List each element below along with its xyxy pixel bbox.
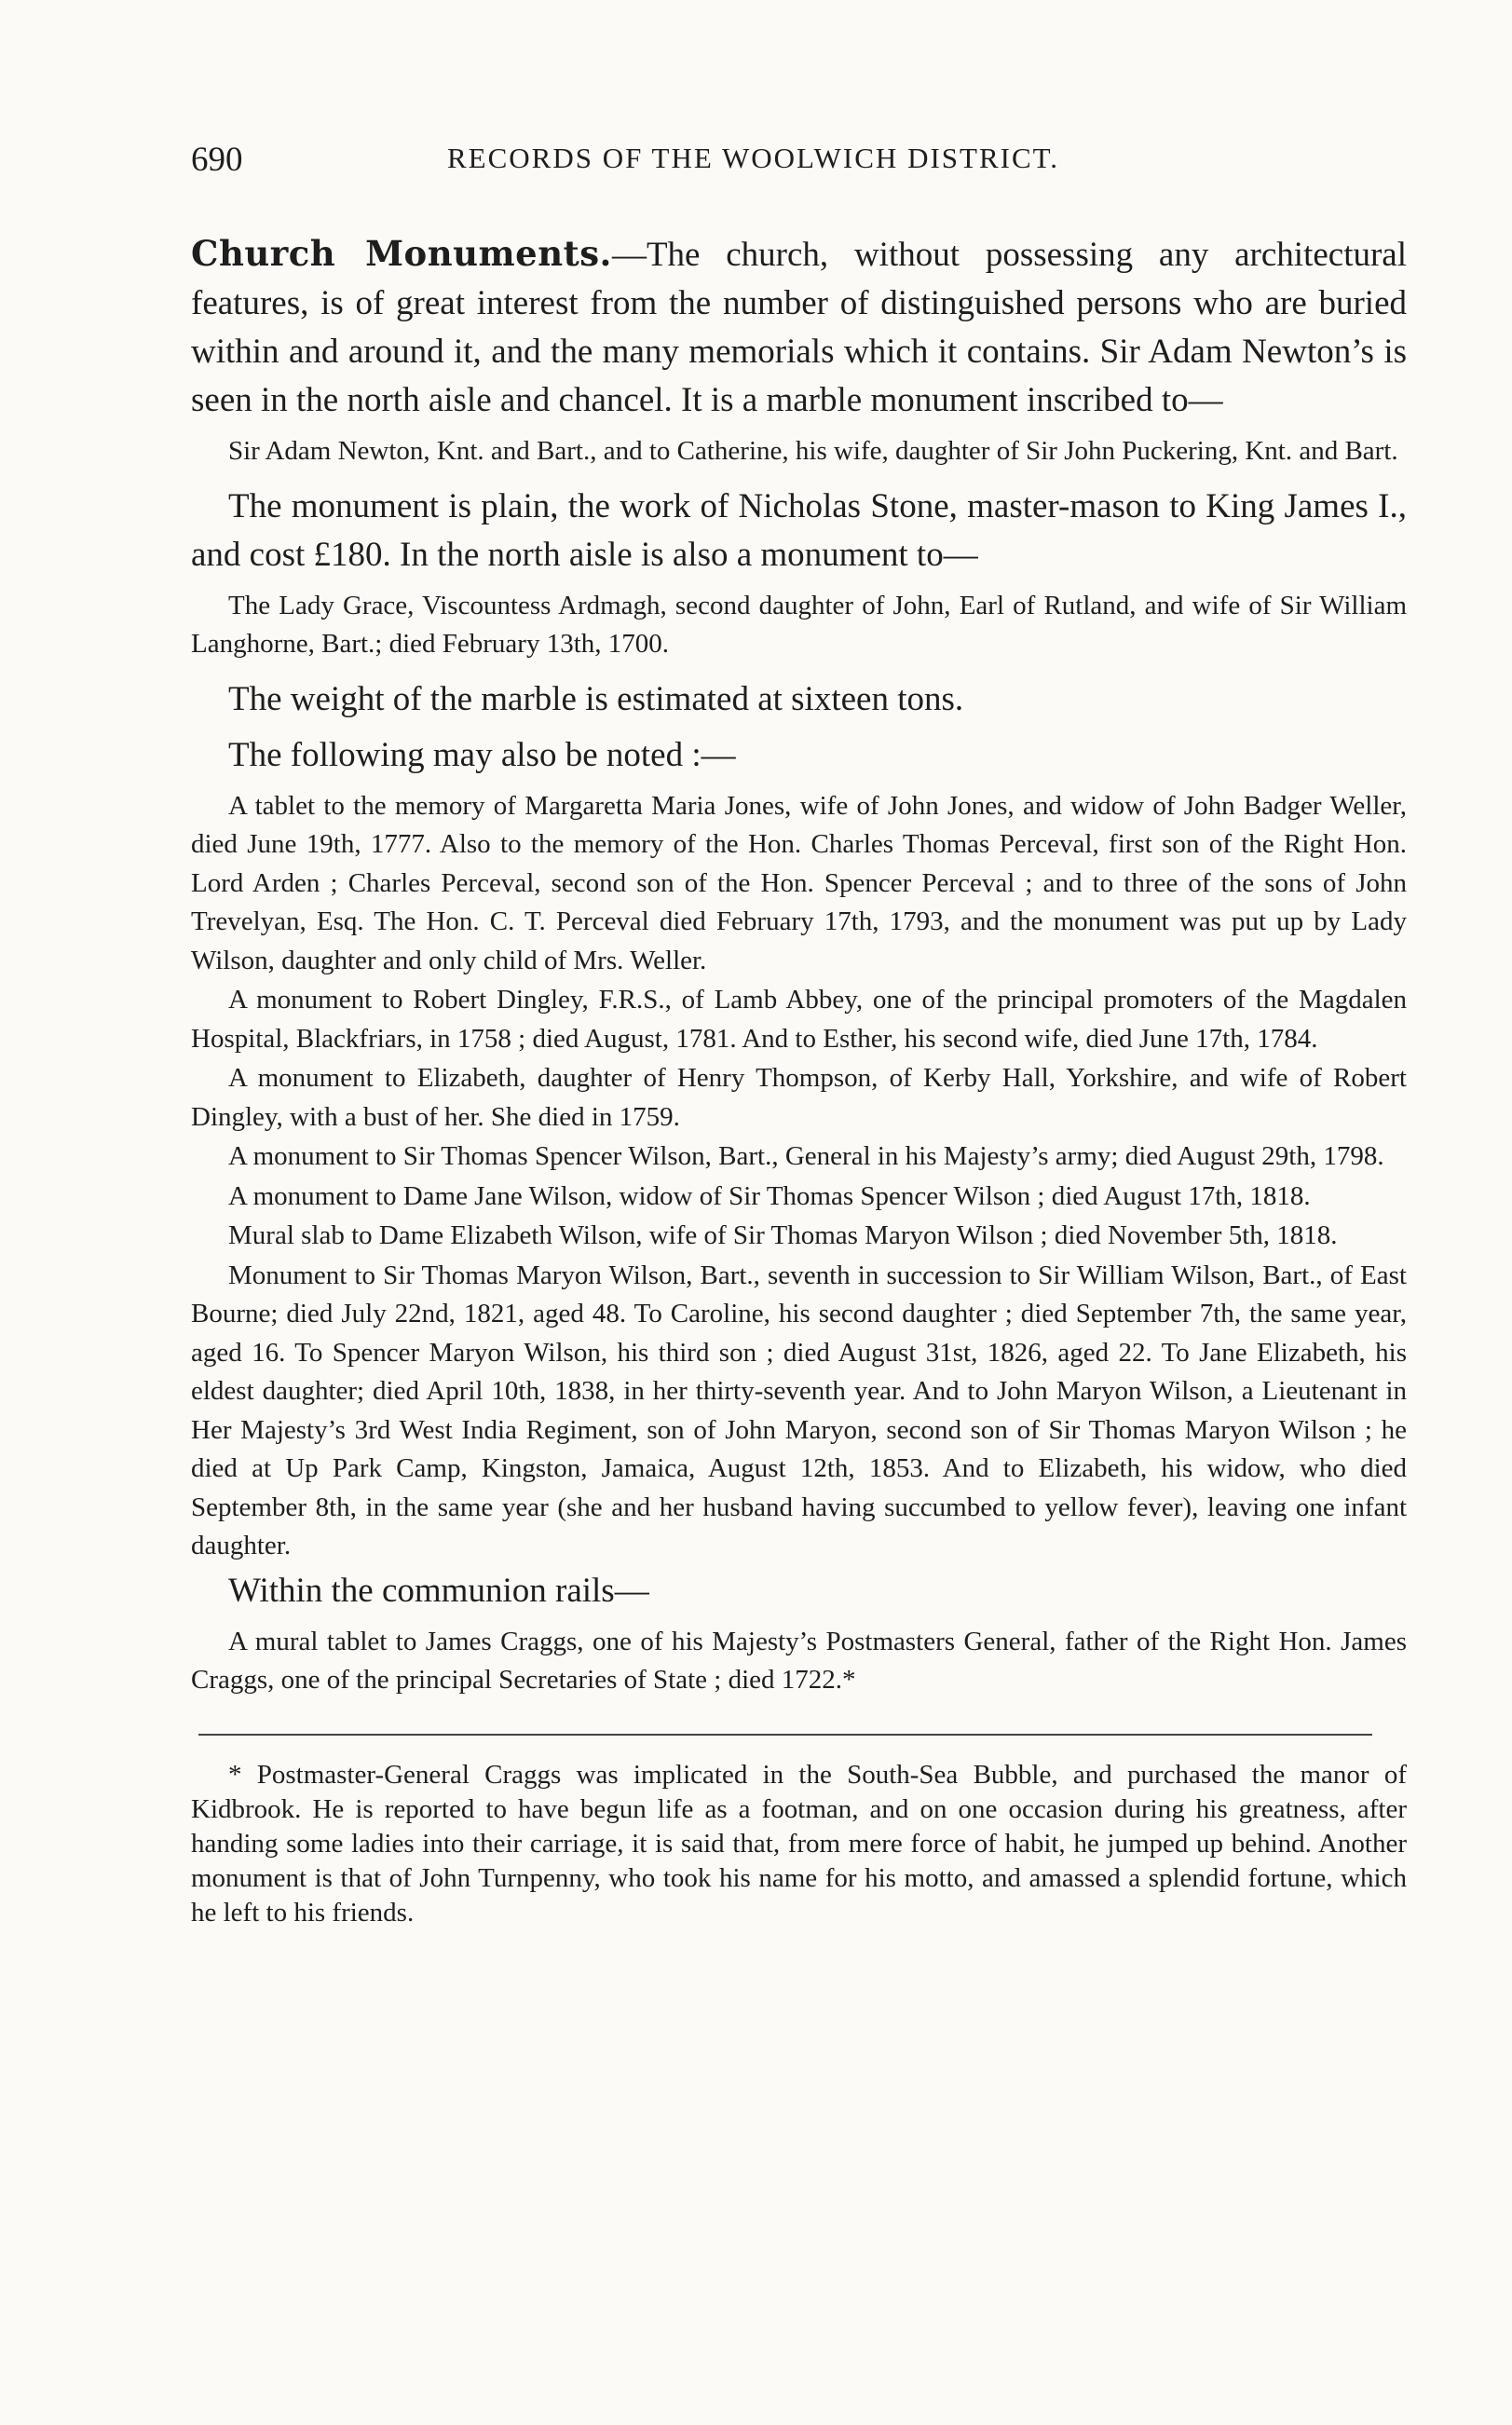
- communion-tablet: A mural tablet to James Craggs, one of his Majesty’s Postmasters General, father of the Right Hon. James Craggs, one of the principal Secretaries of State ; died 1722.*: [191, 1626, 1407, 1695]
- monument-entry: A monument to Robert Dingley, F.R.S., of Lamb Abbey, one of the principal promoters of the Magdalen Hospital, Blackfriars, in 1758 ; died August, 1781. And to Esther, his second wife, died June 17th, 1784.: [191, 985, 1407, 1054]
- monument-entry: A tablet to the memory of Margaretta Maria Jones, wife of John Jones, and widow of John Badger Weller, died June 19th, 1777. Also to the memory of the Hon. Charles Thomas Perceval, first son of the Right Hon. Lord Arden ; Charles Perceval, second son of the Hon. Spencer Perceval ; and to three of the sons of John Trevelyan, Esq. The Hon. C. T. Perceval died February 17th, 1793, and the monument was put up by Lady Wilson, daughter and only child of Mrs. Weller.: [191, 790, 1407, 975]
- paragraph-following: The following may also be noted :—: [228, 735, 736, 774]
- section-heading: Church Monuments.: [191, 233, 612, 274]
- monument-entry: A monument to Sir Thomas Spencer Wilson, Bart., General in his Majesty’s army; died August 29th, 1798.: [228, 1141, 1384, 1171]
- running-title: RECORDS OF THE WOOLWICH DISTRICT.: [447, 142, 1060, 174]
- footnote: * Postmaster-General Craggs was implicated in the South-Sea Bubble, and purchased the manor of Kidbrook. He is reported to have begun life as a footman, and on one occasion during his greatness, after handing some ladies into their carriage, it is said that, from mere force of habit, he jumped up behind. Another monument is that of John Turnpenny, who took his name for his motto, and amassed a splendid fortune, which he left to his friends.: [191, 1759, 1407, 1928]
- inscription-grace: The Lady Grace, Viscountess Ardmagh, second daughter of John, Earl of Rutland, and wife of Sir William Langhorne, Bart.; died February 13th, 1700.: [191, 590, 1407, 659]
- paragraph-weight: The weight of the marble is estimated at sixteen tons.: [228, 679, 964, 718]
- monument-entry: Mural slab to Dame Elizabeth Wilson, wife of Sir Thomas Maryon Wilson ; died November 5th, 1818.: [228, 1220, 1338, 1250]
- page-number: 690: [191, 141, 243, 179]
- monument-entry: A monument to Dame Jane Wilson, widow of Sir Thomas Spencer Wilson ; died August 17th, 1818.: [228, 1180, 1311, 1211]
- monument-entry: Monument to Sir Thomas Maryon Wilson, Bart., seventh in succession to Sir William Wilson, Bart., of East Bourne; died July 22nd, 1821, aged 48. To Caroline, his second daughter ; died September 7th, the same year, aged 16. To Spencer Maryon Wilson, his third son ; died August 31st, 1826, aged 22. To Jane Elizabeth, his eldest daughter; died April 10th, 1838, in her thirty-seventh year. And to John Maryon Wilson, a Lieutenant in Her Majesty’s 3rd West India Regiment, son of John Maryon, second son of Sir Thomas Maryon Wilson ; he died at Up Park Camp, Kingston, Jamaica, August 12th, 1853. And to Elizabeth, his widow, who died September 8th, in the same year (she and her husband having succumbed to yellow fever), leaving one infant daughter.: [191, 1260, 1407, 1560]
- monument-entry: A monument to Elizabeth, daughter of Henry Thompson, of Kerby Hall, Yorkshire, and wife of Robert Dingley, with a bust of her. She died in 1759.: [191, 1063, 1407, 1132]
- footnote-rule: [198, 1734, 1372, 1736]
- inscription-newton: Sir Adam Newton, Knt. and Bart., and to Catherine, his wife, daughter of Sir John Puckering, Knt. and Bart.: [228, 436, 1398, 466]
- intro-text: —The church, without possessing any architectural features, is of great interest from the number of distinguished persons who are buried within and around it, and the many memorials which it contains. Sir Adam Newton’s is seen in the north aisle and chancel. It is a marble monument inscribed to—: [191, 236, 1408, 419]
- paragraph-communion: Within the communion rails—: [228, 1571, 649, 1610]
- intro-paragraph: [191, 229, 1407, 425]
- running-head: [191, 140, 1407, 196]
- paragraph-monument-plain: The monument is plain, the work of Nicholas Stone, master-mason to King James I., and cost £180. In the north aisle is also a monument to—: [191, 486, 1407, 574]
- book-page: [191, 140, 1407, 1930]
